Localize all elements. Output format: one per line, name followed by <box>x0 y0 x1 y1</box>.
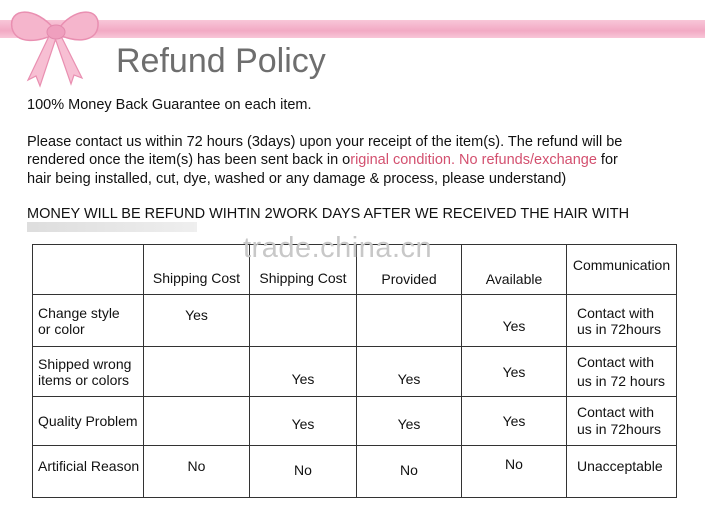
paragraph-line-2-end: for <box>596 152 618 168</box>
notice-text: MONEY WILL BE REFUND WIHTIN 2WORK DAYS AFTER WE RECEIVED THE HAIR WITH <box>27 206 630 222</box>
paragraph-line-2 <box>27 152 618 168</box>
row-label: Shipped wrong items or colors <box>33 347 144 397</box>
header-cell: Provided <box>357 245 462 295</box>
paragraph-line-2-highlight: riginal condition. No refunds/exchange <box>350 152 597 168</box>
table-row <box>33 446 677 498</box>
table-cell: Yes <box>250 397 357 446</box>
table-cell: Yes <box>462 347 567 397</box>
header-cell <box>33 245 144 295</box>
guarantee-text: 100% Money Back Guarantee on each item. <box>27 97 312 113</box>
cut-off-text <box>27 222 197 232</box>
refund-table <box>32 244 677 498</box>
table-cell: Yes <box>250 347 357 397</box>
header-cell: Communication <box>567 245 677 295</box>
table-cell: Yes <box>357 347 462 397</box>
ribbon-bow-icon <box>0 0 110 95</box>
row-label: Change style or color <box>33 295 144 347</box>
table-cell: Yes <box>462 295 567 347</box>
table-cell <box>144 347 250 397</box>
table-cell: Contact with us in 72hours <box>567 397 677 446</box>
table-cell: No <box>250 446 357 498</box>
table-cell <box>357 295 462 347</box>
paragraph-line-1: Please contact us within 72 hours (3days) upon your receipt of the item(s). The refund will be <box>27 134 623 150</box>
table-cell <box>250 295 357 347</box>
table-row <box>33 295 677 347</box>
row-label: Artificial Reason <box>33 446 144 498</box>
table-cell: No <box>357 446 462 498</box>
table-cell: Yes <box>462 397 567 446</box>
paragraph-line-3: hair being installed, cut, dye, washed or any damage & process, please understand) <box>27 171 567 187</box>
table-cell: Yes <box>357 397 462 446</box>
row-label: Quality Problem <box>33 397 144 446</box>
header-cell: Available <box>462 245 567 295</box>
table-cell: Yes <box>144 295 250 347</box>
watermark: trade.china.cn <box>243 232 433 264</box>
header-cell: Shipping Cost <box>144 245 250 295</box>
paragraph-line-2-start: rendered once the item(s) has been sent back in o <box>27 152 351 168</box>
page-title: Refund Policy <box>116 42 326 80</box>
table-row <box>33 347 677 397</box>
table-row <box>33 397 677 446</box>
table-cell: Unacceptable <box>567 446 677 498</box>
table-cell: Contact with us in 72hours <box>567 295 677 347</box>
table-cell: No <box>462 446 567 498</box>
table-cell: No <box>144 446 250 498</box>
header-cell: Shipping Cost <box>250 245 357 295</box>
table-cell: Contact with us in 72 hours <box>567 347 677 397</box>
table-cell <box>144 397 250 446</box>
